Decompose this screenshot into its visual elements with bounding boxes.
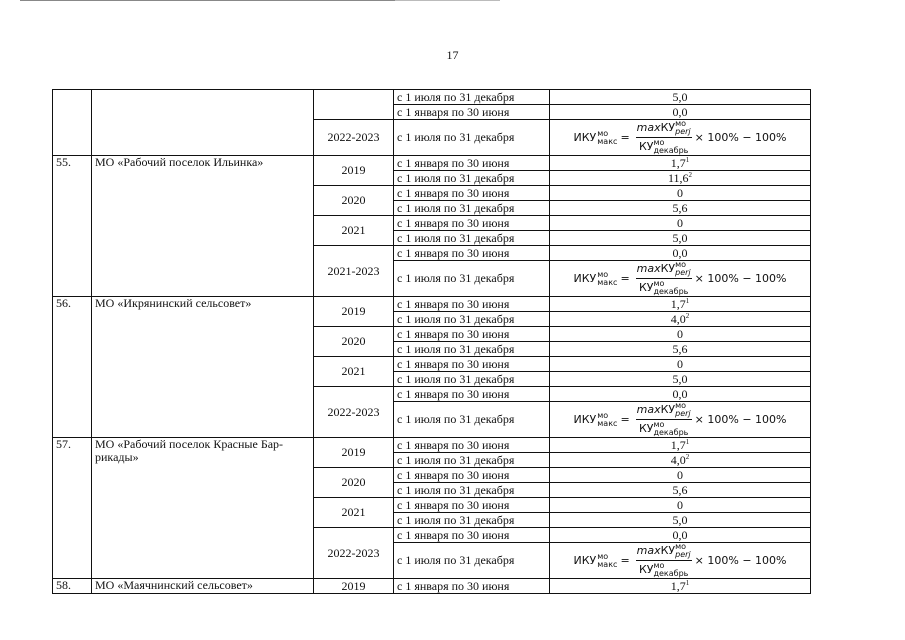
period: с 1 июля по 31 декабря <box>394 261 550 297</box>
value: 0,0 <box>550 387 811 402</box>
formula-cell <box>550 543 811 579</box>
footnote-mark: 2 <box>685 311 690 320</box>
index-formula <box>550 261 810 296</box>
value: 0,0 <box>550 105 811 120</box>
year: 2022-2023 <box>314 120 394 156</box>
footnote-mark: 1 <box>685 437 690 446</box>
formula-lhs: ИКУ мо макс <box>573 269 618 287</box>
period: с 1 июля по 31 декабря <box>394 342 550 357</box>
value: 0 <box>550 468 811 483</box>
municipality-name: МО «Маячнинский сельсовет» <box>92 579 314 594</box>
index-formula <box>550 402 810 437</box>
period: с 1 января по 30 июня <box>394 105 550 120</box>
period: с 1 января по 30 июня <box>394 297 550 312</box>
formula-numerator: maxКУ мо perj <box>636 401 691 418</box>
page-number: 17 <box>446 48 459 62</box>
period: с 1 января по 30 июня <box>394 156 550 171</box>
period: с 1 июля по 31 декабря <box>394 231 550 246</box>
formula-equals: = <box>620 272 630 285</box>
period: с 1 января по 30 июня <box>394 498 550 513</box>
row-number: 57. <box>53 438 92 579</box>
value: $1,7^1$ <box>550 579 811 594</box>
row-number: 58. <box>53 579 92 594</box>
value: 5,0 <box>550 372 811 387</box>
period: с 1 июля по 31 декабря <box>394 201 550 216</box>
period: с 1 июля по 31 декабря <box>394 171 550 186</box>
period: с 1 июля по 31 декабря <box>394 402 550 438</box>
municipality-name: МО «Икрянинский сельсовет» <box>92 297 314 438</box>
formula-fraction <box>636 120 692 155</box>
index-formula <box>550 120 810 155</box>
table-row <box>53 579 811 594</box>
period: с 1 июля по 31 декабря <box>394 312 550 327</box>
formula-fraction <box>636 402 692 437</box>
value: 0,0 <box>550 528 811 543</box>
value: $1,7^1$ <box>550 438 811 453</box>
formula-equals: = <box>620 413 630 426</box>
value: $1,7^1$ <box>550 297 811 312</box>
row-number: 56. <box>53 297 92 438</box>
value: 11,6$^2$ <box>550 171 811 186</box>
value: $1,7^1$ <box>550 156 811 171</box>
period: с 1 января по 30 июня <box>394 216 550 231</box>
formula-lhs: ИКУ мо макс <box>573 410 618 428</box>
footnote-mark: 1 <box>685 578 690 587</box>
value: $4,0^2$ <box>550 312 811 327</box>
year <box>314 90 394 120</box>
value: 0,0 <box>550 246 811 261</box>
period: с 1 января по 30 июня <box>394 327 550 342</box>
formula-denominator: КУ мо декабрь <box>638 279 689 296</box>
tariff-table <box>52 89 811 594</box>
period: с 1 января по 30 июня <box>394 438 550 453</box>
year: 2019 <box>314 438 394 468</box>
footnote-mark: 2 <box>685 452 690 461</box>
formula-fraction <box>636 543 692 578</box>
municipality-name: МО «Рабочий поселок Красные Бар-рикады» <box>92 438 314 579</box>
period: с 1 июля по 31 декабря <box>394 372 550 387</box>
formula-equals: = <box>620 554 630 567</box>
year: 2021-2023 <box>314 246 394 297</box>
value: 5,0 <box>550 90 811 105</box>
period: с 1 июля по 31 декабря <box>394 483 550 498</box>
period: с 1 января по 30 июня <box>394 246 550 261</box>
footnote-mark: 1 <box>685 155 690 164</box>
period: с 1 января по 30 июня <box>394 468 550 483</box>
municipality-name <box>92 90 314 156</box>
top-scan-line <box>0 0 905 3</box>
formula-equals: = <box>620 131 630 144</box>
year: 2022-2023 <box>314 387 394 438</box>
year: 2020 <box>314 468 394 498</box>
formula-cell <box>550 402 811 438</box>
period: с 1 января по 30 июня <box>394 387 550 402</box>
table-row <box>53 156 811 171</box>
row-number: 55. <box>53 156 92 297</box>
formula-lhs: ИКУ мо макс <box>573 551 618 569</box>
formula-numerator: maxКУ мо perj <box>636 542 691 559</box>
formula-tail: × 100% − 100% <box>694 413 787 426</box>
row-number <box>53 90 92 156</box>
year: 2021 <box>314 498 394 528</box>
municipality-name: МО «Рабочий поселок Ильинка» <box>92 156 314 297</box>
formula-denominator: КУ мо декабрь <box>638 561 689 578</box>
table-row <box>53 438 811 453</box>
formula-cell <box>550 120 811 156</box>
period: с 1 июля по 31 декабря <box>394 543 550 579</box>
period: с 1 июля по 31 декабря <box>394 453 550 468</box>
value: 5,0 <box>550 231 811 246</box>
period: с 1 января по 30 июня <box>394 357 550 372</box>
year: 2020 <box>314 186 394 216</box>
formula-denominator: КУ мо декабрь <box>638 420 689 437</box>
period: с 1 января по 30 июня <box>394 579 550 594</box>
value: 5,0 <box>550 513 811 528</box>
formula-fraction <box>636 261 692 296</box>
year: 2019 <box>314 579 394 594</box>
footnote-mark: 1 <box>685 296 690 305</box>
formula-numerator: maxКУ мо perj <box>636 119 691 136</box>
value: 0 <box>550 498 811 513</box>
value: 5,6 <box>550 342 811 357</box>
formula-tail: × 100% − 100% <box>694 131 787 144</box>
formula-cell <box>550 261 811 297</box>
value: 0 <box>550 327 811 342</box>
table-row <box>53 297 811 312</box>
year: 2020 <box>314 327 394 357</box>
value: 5,6 <box>550 483 811 498</box>
value: 5,6 <box>550 201 811 216</box>
period: с 1 июля по 31 декабря <box>394 90 550 105</box>
formula-denominator: КУ мо декабрь <box>638 138 689 155</box>
index-formula <box>550 543 810 578</box>
year: 2019 <box>314 156 394 186</box>
formula-lhs: ИКУ мо макс <box>573 128 618 146</box>
value: 0 <box>550 357 811 372</box>
year: 2021 <box>314 216 394 246</box>
value: 0 <box>550 186 811 201</box>
formula-tail: × 100% − 100% <box>694 272 787 285</box>
formula-tail: × 100% − 100% <box>694 554 787 567</box>
year: 2021 <box>314 357 394 387</box>
footnote-mark: 2 <box>688 170 693 179</box>
year: 2019 <box>314 297 394 327</box>
value: $4,0^2$ <box>550 453 811 468</box>
period: с 1 июля по 31 декабря <box>394 120 550 156</box>
table-row <box>53 90 811 105</box>
year: 2022-2023 <box>314 528 394 579</box>
value: 0 <box>550 216 811 231</box>
period: с 1 июля по 31 декабря <box>394 513 550 528</box>
period: с 1 января по 30 июня <box>394 186 550 201</box>
period: с 1 января по 30 июня <box>394 528 550 543</box>
formula-numerator: maxКУ мо perj <box>636 260 691 277</box>
